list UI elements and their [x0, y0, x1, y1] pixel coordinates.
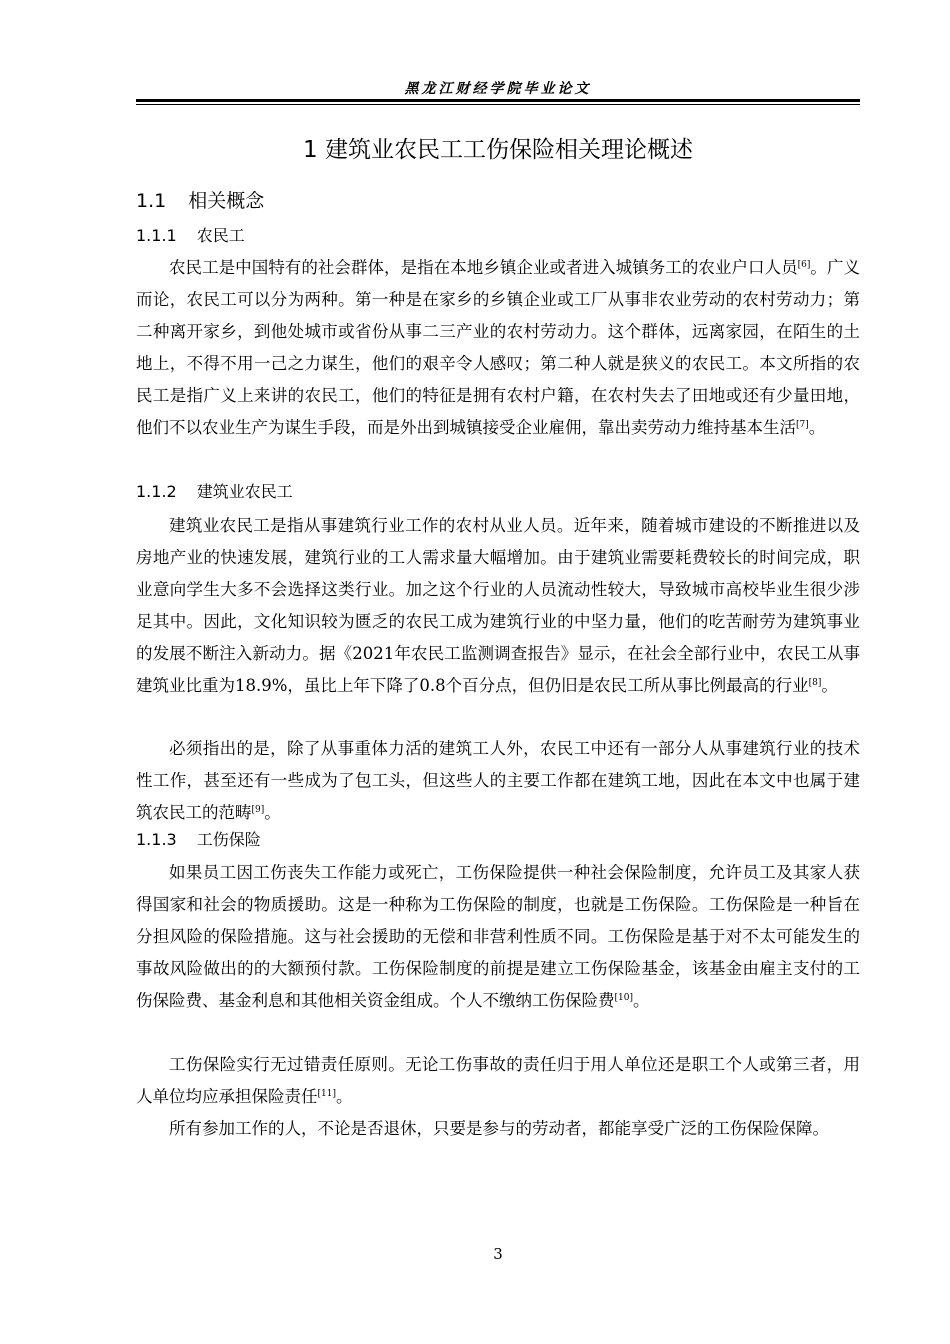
paragraph-text: 必须指出的是，除了从事重体力活的建筑工人外，农民工中还有一部分人从事建筑行业的技术性工作，甚至还有一些成为了包工头，但这些人的主要工作都在建筑工地，因此在本文中也属于建筑农民工的范畴 — [136, 739, 860, 822]
paragraph-text: 农民工是中国特有的社会群体，是指在本地乡镇企业或者进入城镇务工的农业户口人员 — [169, 258, 798, 277]
subsection-heading-2 — [136, 479, 293, 505]
citation-ref: [7] — [796, 420, 809, 430]
subsection-number: 1.1.3 — [136, 830, 177, 849]
page-header-title: 黑龙江财经学院毕业论文 — [404, 81, 592, 97]
citation-ref: [6] — [797, 260, 811, 270]
paragraph-text: 。广义而论，农民工可以分为两种。第一种是在家乡的乡镇企业或工厂从事非农业劳动的农村劳动力；第二种离开家乡，到他处城市或省份从事二三产业的农村劳动力。这个群体，远离家园，在陌生的土地上，不得不用一己之力谋生，他们的艰辛令人感叹；第二种人就是狭义的农民工。本文所指的农民工是指广义上来讲的农民工，他们的特征是拥有农村户籍，在农村失去了田地或还有少量田地，他们不以农业生产为谋生手段，而是外出到城镇接受企业雇佣，靠出卖劳动力维持基本生活 — [136, 258, 861, 437]
section-heading — [136, 186, 264, 216]
paragraph-text: 所有参加工作的人，不论是否退休，只要是参与的劳动者，都能享受广泛的工伤保险保障。 — [169, 1119, 829, 1138]
subsection-heading-3 — [136, 827, 261, 853]
paragraph-text: 。 — [632, 991, 650, 1010]
paragraph — [136, 733, 860, 829]
paragraph — [136, 1113, 860, 1145]
paragraph — [136, 1049, 860, 1113]
section-title: 相关概念 — [188, 190, 265, 212]
paragraph-text: 建筑业农民工是指从事建筑行业工作的农村从业人员。近年来，随着城市建设的不断推进以及房地产业的快速发展，建筑行业的工人需求量大幅增加。由于建筑业需要耗费较长的时间完成，职业意向学生大多不会选择这类行业。加之这个行业的人员流动性较大，导致城市高校毕业生很少涉足其中。因此，文化知识较为匮乏的农民工成为建筑行业的中坚力量，他们的吃苦耐劳为建筑事业的发展不断注入新动力。据《2021年农民工监测调查报告》显示，在社会全部行业中，农民工从事建筑业比重为18.9%，虽比上年下降了0.8个百分点，但仍旧是农民工所从事比例最高的行业 — [136, 516, 860, 695]
section-number: 1.1 — [136, 190, 167, 212]
header-rule-thick — [136, 99, 860, 102]
paragraph-text: 如果员工因工伤丧失工作能力或死亡，工伤保险提供一种社会保险制度，允许员工及其家人获得国家和社会的物质援助。这是一种称为工伤保险的制度，也就是工伤保险。工伤保险是一种旨在分担风险的保险措施。这与社会援助的无偿和非营利性质不同。工伤保险是基于对不太可能发生的事故风险做出的的大额预付款。工伤保险制度的前提是建立工伤保险基金，该基金由雇主支付的工伤保险费、基金利息和其他相关资金组成。个人不缴纳工伤保险费 — [136, 863, 860, 1010]
paragraph — [136, 252, 860, 444]
paragraph-text: 。 — [335, 1087, 353, 1106]
subsection-title: 建筑业农民工 — [196, 482, 293, 501]
header-rule-thin — [136, 104, 860, 105]
citation-ref: [9] — [251, 805, 265, 815]
paragraph-text: 。 — [808, 418, 826, 437]
paragraph-text: 。 — [264, 803, 281, 822]
subsection-number: 1.1.2 — [136, 482, 177, 501]
paragraph — [136, 857, 860, 1017]
paragraph — [136, 510, 860, 702]
paragraph-text: 工伤保险实行无过错责任原则。无论工伤事故的责任归于用人单位还是职工个人或第三者，用人单位均应承担保险责任 — [136, 1055, 860, 1106]
citation-ref: [10] — [614, 993, 633, 1003]
subsection-title: 工伤保险 — [196, 830, 261, 849]
citation-ref: [11] — [317, 1089, 336, 1099]
page-number: 3 — [493, 1245, 503, 1263]
chapter-title: 1 建筑业农民工工伤保险相关理论概述 — [303, 137, 693, 163]
citation-ref: [8] — [808, 678, 822, 688]
subsection-number: 1.1.1 — [136, 226, 177, 245]
subsection-heading-1 — [136, 223, 245, 249]
paragraph-text: 。 — [821, 676, 838, 695]
subsection-title: 农民工 — [196, 226, 245, 245]
